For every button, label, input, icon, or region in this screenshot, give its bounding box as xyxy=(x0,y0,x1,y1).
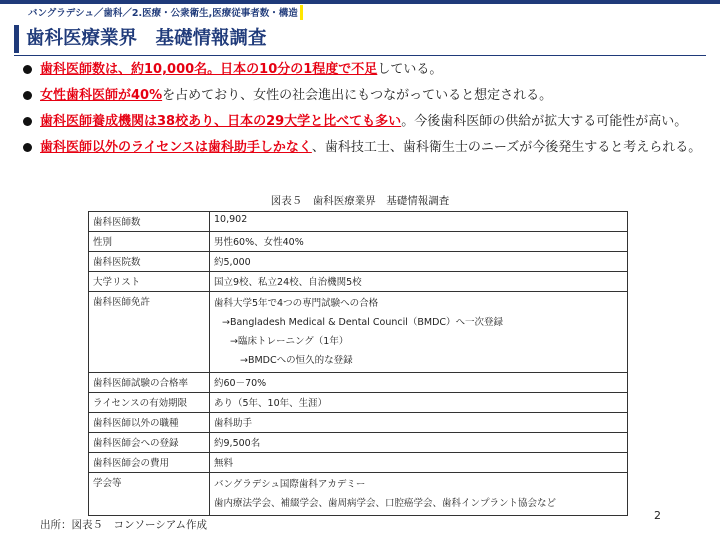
finding-text: している。 xyxy=(377,62,443,77)
row-value: 歯科助手 xyxy=(210,413,628,433)
table-row xyxy=(89,272,628,292)
finding-item xyxy=(22,88,702,104)
finding-text: 。今後歯科医師の供給が拡大する可能性が高い。 xyxy=(401,114,688,129)
table-row xyxy=(89,393,628,413)
finding-item xyxy=(22,62,702,78)
breadcrumb-text: バングラデシュ／歯科／2.医療・公衆衛生,医療従事者数・構造 xyxy=(28,8,298,19)
row-value: 男性60%、女性40% xyxy=(210,232,628,252)
finding-highlight: 歯科医師数は、約10,000名。日本の10分の1程度で不足 xyxy=(40,62,378,77)
table-row xyxy=(89,413,628,433)
table-row xyxy=(89,232,628,252)
finding-highlight: 歯科医師以外のライセンスは歯科助手しかなく xyxy=(40,140,312,155)
row-value: 10,902 xyxy=(210,212,628,232)
bullet-dot-icon xyxy=(23,65,32,74)
table-row xyxy=(89,473,628,516)
row-label: 歯科医師数 xyxy=(89,212,210,232)
dental-info-table xyxy=(88,211,628,516)
row-label: ライセンスの有効期限 xyxy=(89,393,210,413)
table-row xyxy=(89,433,628,453)
title-divider xyxy=(14,55,706,56)
bullet-dot-icon xyxy=(23,117,32,126)
row-value: 約60－70% xyxy=(210,373,628,393)
society-line: バングラデシュ国際歯科アカデミー xyxy=(214,479,366,490)
finding-text: 、歯科技工士、歯科衛生士のニーズが今後発生すると考えられる。 xyxy=(311,140,702,155)
row-label: 歯科医師試験の合格率 xyxy=(89,373,210,393)
table-row xyxy=(89,453,628,473)
row-value-multiline xyxy=(210,292,628,373)
finding-text: を占めており、女性の社会進出にもつながっていると想定される。 xyxy=(162,88,553,103)
society-line: 歯内療法学会、補綴学会、歯周病学会、口腔癌学会、歯科インプラント協会など xyxy=(214,498,557,509)
finding-highlight: 女性歯科医師が40% xyxy=(40,88,163,103)
row-label: 歯科医師以外の職種 xyxy=(89,413,210,433)
bullet-dot-icon xyxy=(23,143,32,152)
table-row xyxy=(89,292,628,373)
table-row xyxy=(89,252,628,272)
bullet-dot-icon xyxy=(23,91,32,100)
row-label: 歯科医院数 xyxy=(89,252,210,272)
license-step: →BMDCへの恒久的な登録 xyxy=(240,355,353,366)
row-value-multiline xyxy=(210,473,628,516)
breadcrumb-marker xyxy=(300,5,303,20)
finding-item xyxy=(22,140,702,156)
page-title: 歯科医療業界 基礎情報調査 xyxy=(26,28,267,49)
finding-highlight: 歯科医師養成機関は38校あり、日本の29大学と比べても多い xyxy=(40,114,402,129)
row-label: 大学リスト xyxy=(89,272,210,292)
breadcrumb xyxy=(28,5,303,20)
license-step: →臨床トレーニング（1年） xyxy=(230,336,349,347)
finding-item xyxy=(22,114,702,130)
row-value: 国立9校、私立24校、自治機関5校 xyxy=(210,272,628,292)
table-caption: 図表５ 歯科医療業界 基礎情報調査 xyxy=(270,195,450,207)
row-value: 約5,000 xyxy=(210,252,628,272)
row-value: 無料 xyxy=(210,453,628,473)
row-label: 歯科医師免許 xyxy=(89,292,210,373)
key-findings-list xyxy=(22,62,702,166)
license-step: 歯科大学5年で4つの専門試験への合格 xyxy=(214,298,379,309)
top-accent-bar xyxy=(0,0,720,4)
license-step: →Bangladesh Medical & Dental Council（BMDC）へ一次登録 xyxy=(222,317,504,328)
title-accent-bar xyxy=(14,25,19,53)
source-note: 出所：図表５ コンソーシアム作成 xyxy=(40,519,208,531)
row-label: 歯科医師会への登録 xyxy=(89,433,210,453)
table-row xyxy=(89,373,628,393)
page-number: 2 xyxy=(654,509,661,522)
row-label: 性別 xyxy=(89,232,210,252)
row-value: 約9,500名 xyxy=(210,433,628,453)
row-label: 学会等 xyxy=(89,473,210,516)
row-label: 歯科医師会の費用 xyxy=(89,453,210,473)
table-row xyxy=(89,212,628,232)
row-value: あり（5年、10年、生涯） xyxy=(210,393,628,413)
